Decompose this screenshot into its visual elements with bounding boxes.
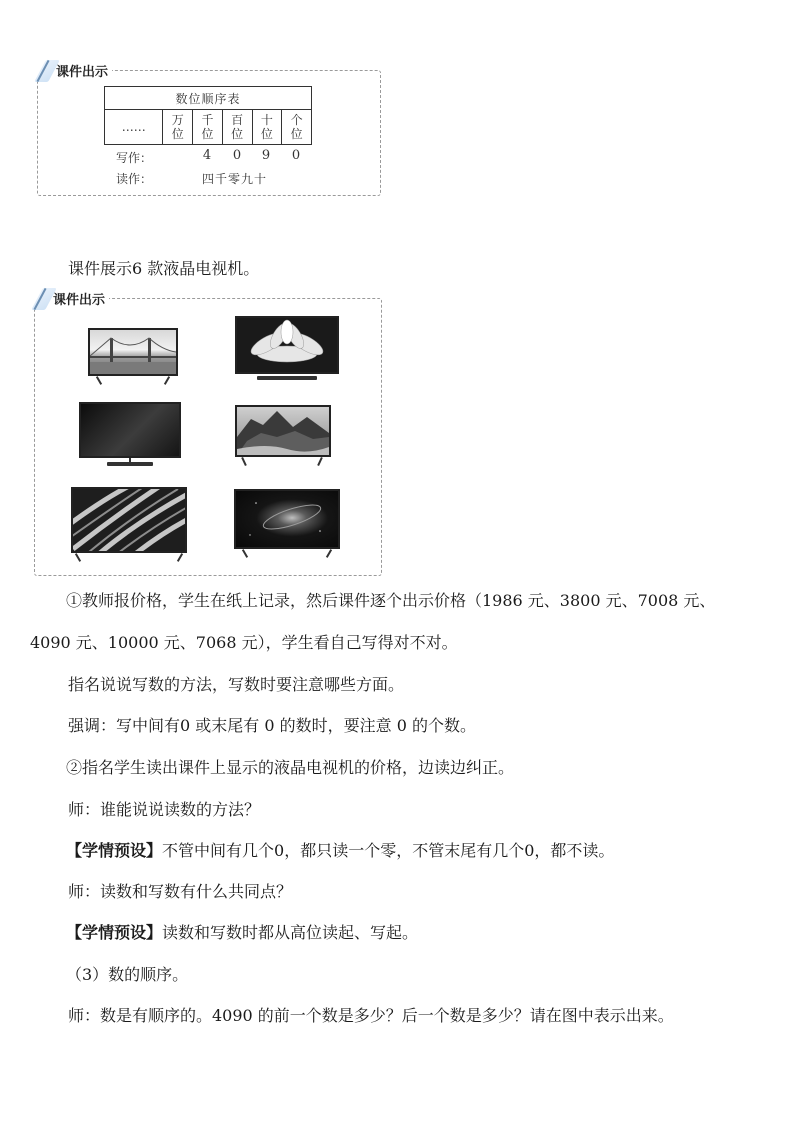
preset-text: 不管中间有几个0，都只读一个零，不管末尾有几个0，都不读。 xyxy=(162,841,615,860)
courseware-tag xyxy=(33,288,109,308)
courseware-tag-label: 课件出示 xyxy=(56,64,109,80)
digit-ones: 0 xyxy=(291,148,301,163)
place-hundreds: 百 位 xyxy=(222,110,252,145)
paragraph-5: 师：谁能说说读数的方法？ xyxy=(68,800,261,819)
paragraph-7: 师：读数和写数有什么共同点？ xyxy=(68,882,293,901)
galaxy-scene-icon xyxy=(236,491,338,547)
tag-slash-icon xyxy=(36,59,54,81)
tv-image-mountain xyxy=(235,405,331,467)
paragraph-1-line-1: ①教师报价格，学生在纸上记录，然后课件逐个出示价格（1986 元、3800 元、7008 元、 xyxy=(66,591,716,610)
place-value-table xyxy=(104,86,312,145)
digit-hundreds: 0 xyxy=(232,148,242,163)
tv-image-feather xyxy=(71,487,187,565)
digit-tens: 9 xyxy=(261,148,271,163)
tv-image-bridge xyxy=(88,328,178,384)
place-ones: 个 位 xyxy=(282,110,312,145)
table-title: 数位顺序表 xyxy=(105,87,312,110)
place-thousands: 千 位 xyxy=(193,110,223,145)
table-dots: …… xyxy=(105,110,163,145)
tv-image-flower xyxy=(235,316,339,384)
tag-slash-icon xyxy=(33,287,51,309)
paragraph-4: ②指名学生读出课件上显示的液晶电视机的价格，边读边纠正。 xyxy=(66,758,515,777)
digit-thousands: 4 xyxy=(202,148,212,163)
bridge-scene-icon xyxy=(90,330,176,374)
section-heading: （3）数的顺序。 xyxy=(66,965,189,984)
paragraph-10: 师：数是有顺序的。4090 的前一个数是多少？后一个数是多少？请在图中表示出来。 xyxy=(68,1006,674,1025)
paragraph-3: 强调：写中间有0 或末尾有 0 的数时，要注意 0 的个数。 xyxy=(68,716,476,735)
mountain-scene-icon xyxy=(237,407,329,455)
tv-image-galaxy xyxy=(234,489,340,559)
read-value: 四千零九十 xyxy=(202,172,268,186)
courseware-tag-label: 课件出示 xyxy=(53,292,106,308)
preset-text: 读数和写数时都从高位读起、写起。 xyxy=(162,923,419,942)
read-label: 读作： xyxy=(116,172,153,186)
flower-scene-icon xyxy=(237,318,337,372)
feather-scene-icon xyxy=(73,489,185,551)
courseware-tag xyxy=(36,60,112,80)
place-tens: 十 位 xyxy=(252,110,282,145)
place-ten-thousands: 万 位 xyxy=(163,110,193,145)
tv-image-blank xyxy=(79,402,181,468)
preset-tag: 【学情预设】 xyxy=(66,923,163,942)
paragraph-2: 指名说说写数的方法，写数时要注意哪些方面。 xyxy=(68,675,405,694)
paragraph-1-line-2: 4090 元、10000 元、7068 元），学生看自己写得对不对。 xyxy=(30,633,458,652)
paragraph-6 xyxy=(66,838,614,861)
preset-tag: 【学情预设】 xyxy=(66,841,163,860)
write-label: 写作： xyxy=(116,151,153,165)
paragraph-8 xyxy=(66,920,418,943)
intro-text: 课件展示6 款液晶电视机。 xyxy=(68,259,260,278)
